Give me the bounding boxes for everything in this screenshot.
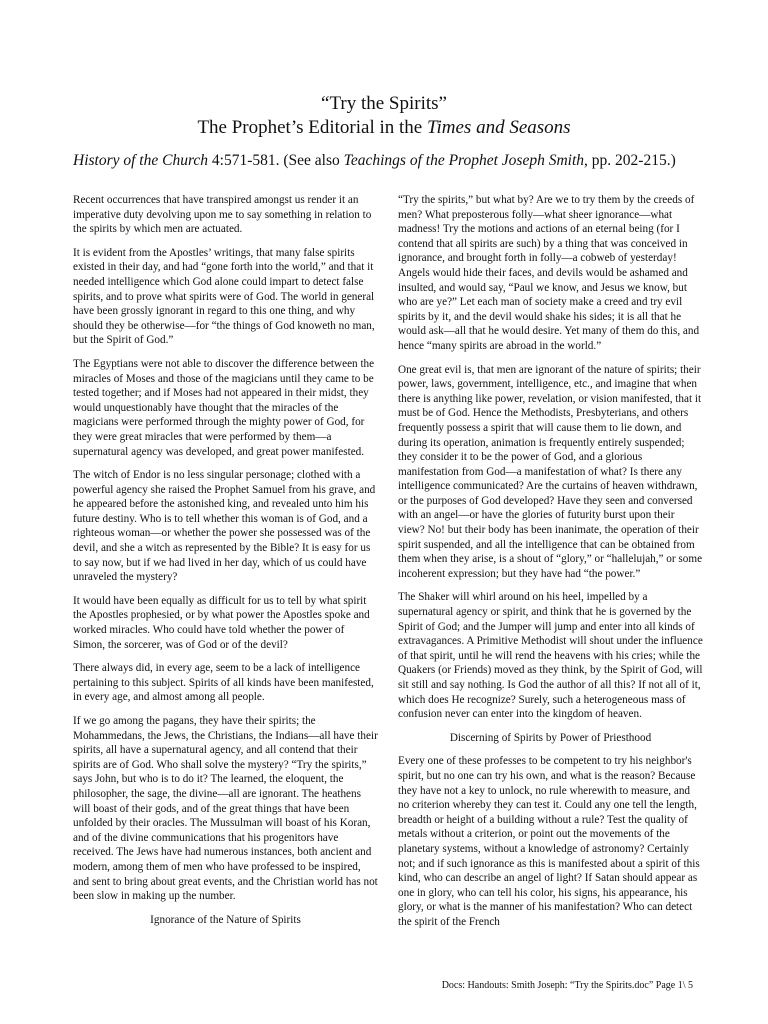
document-subtitle [0,116,768,140]
section-heading: Ignorance of the Nature of Spirits [150,913,301,926]
paragraph: It would have been equally as difficult for us to tell by what spirit the Apostles prophesied, or by what power the Apostles spoke and worked miracles. Who could have told whether the power of Simon, the sorcerer, was of God or of the devil? [73,594,370,651]
paragraph: One great evil is, that men are ignorant of the nature of spirits; their power, laws, government, intelligence, etc., and imagine that when there is anything like power, revelation, or vision manifested, that it must be of God. Hence the Methodists, Presbyterians, and others frequently possess a spirit that will cause them to lie down, and during its operation, animation is frequently entirely suspended; they consider it to be the power of God, and a glorious manifestation from God—a manifestation of what? Is there any intelligence communicated? Are the curtains of heaven withdrawn, or the purposes of God developed? Have they seen and conversed with an angel—or have the glories of futurity burst upon their view? No! but their body has been inanimate, the operation of their spirit suspended, and all the intelligence that can be obtained from them when they arise, is a shout of “glory,” or “hallelujah,” or some incoherent expression; but they have had “the power.” [398,363,703,580]
paragraph: It is evident from the Apostles’ writings, that many false spirits existed in their day, and had “gone forth into the world,” and that it needed intelligence which God alone could impart to detect false spirits, and to prove what spirits were of God. The world in general have been grossly ignorant in regard to this one thing, and why should they be otherwise—for “the things of God knoweth no man, but the Spirit of God.” [73,246,375,347]
paragraph: The Shaker will whirl around on his heel, impelled by a supernatural agency or spirit, and think that he is governed by the Spirit of God; and the Jumper will jump and enter into all kinds of extravagances. A Primitive Methodist will shout under the influence of that spirit, until he will rend the heavens with his cries; while the Quakers (or Friends) moved as they think, by the Spirit of God, will sit still and say nothing. Is God the author of all this? If not all of it, which does He recognize? Surely, such a heterogeneous mass of confusion never can enter into the kingdom of heaven. [398,591,703,721]
source-citation [73,150,703,171]
left-column [73,193,378,936]
paragraph: “Try the spirits,” but what by? Are we to try them by the creeds of men? What preposterous folly—what sheer ignorance—what madness! Try the motions and actions of an eternal being (for I contend that all spirits are such) by a thing that was conceived in ignorance, and brought forth in folly—a cobweb of yesterday! Angels would hide their faces, and devils would be ashamed and insulted, and would say, “Paul we know, and Jesus we know, but who are ye?” Let each man of society make a creed and try evil spirits by it, and the devil would shake his sides; it is all that he would ask—all that he would desire. Yet many of them do this, and hence “many spirits are abroad in the world.” [398,194,700,352]
subtitle-prefix: The Prophet’s Editorial in the [197,117,427,138]
citation-see-also-pages: , pp. 202-215.) [584,152,676,169]
paragraph: The Egyptians were not able to discover the difference between the miracles of Moses and those of the magicians until they came to be tested together; and if Moses had not appeared in their midst, they would unquestionably have thought that the miracles of the magicians were performed through the mighty power of God, for they were great miracles that were performed by them—a supernatural agency was developed, and great power manifested. [73,357,375,458]
paragraph: If we go among the pagans, they have their spirits; the Mohammedans, the Jews, the Christians, the Indians—all have their spirits, all have a supernatural agency, and all contend that their spirits are of God. Who shall solve the mystery? “Try the spirits,” says John, but who is to do it? The learned, the eloquent, the philosopher, the sage, the divine—all are ignorant. The heathens will boast of their gods, and of the great things that have been unfolded by their oracles. The Mussulman will boast of his Koran, and of the divine communications that his progenitors have received. The Jews have had numerous instances, both ancient and modern, among them of men who have professed to be inspired, and sent to bring about great events, and the Christian world has not been slow in making up the number. [73,715,378,903]
right-column [398,193,703,939]
paragraph: The witch of Endor is no less singular personage; clothed with a powerful agency she raised the Prophet Samuel from his grave, and he appeared before the astonished king, and revealed unto him his future destiny. Who is to tell whether this woman is of God, and a righteous woman—or whether the power she possessed was of the devil, and she a witch as represented by the Bible? It is easy for us to say now, but if we had lived in her day, which of us could have unraveled the mystery? [73,469,376,584]
section-heading: Discerning of Spirits by Power of Priesthood [449,731,652,744]
citation-pages: 4:571-581. (See also [208,152,344,169]
citation-source: History of the Church [73,152,209,169]
citation-see-also: Teachings of the Prophet Joseph Smith [343,152,585,169]
title-block [0,92,768,140]
page-footer: Docs: Handouts: Smith Joseph: “Try the Spirits.doc” Page 1\ 5 [441,980,693,991]
paragraph: Recent occurrences that have transpired amongst us render it an imperative duty devolving upon me to say something in relation to the spirits by which men are actuated. [73,194,372,236]
subtitle-publication: Times and Seasons [426,117,571,138]
document-title: “Try the Spirits” [321,93,447,114]
paragraph: Every one of these professes to be competent to try his neighbor's spirit, but no one can try his own, and what is the reason? Because they have not a key to unlock, no rule wherewith to measure, and no criterion whereby they can test it. Could any one tell the length, breadth or height of a building without a rule? Test the quality of metals without a criterion, or point out the movements of the planetary systems, without a knowledge of astronomy? Certainly not; and if such ignorance as this is manifested about a spirit of this kind, who can describe an angel of light? If Satan should appear as one in glory, who can tell his color, his signs, his appearance, his glory, or what is the manner of his manifestation? Who can detect the spirit of the French [398,755,700,928]
paragraph: There always did, in every age, seem to be a lack of intelligence pertaining to this subject. Spirits of all kinds have been manifested, in every age, and almost among all people. [73,662,374,704]
